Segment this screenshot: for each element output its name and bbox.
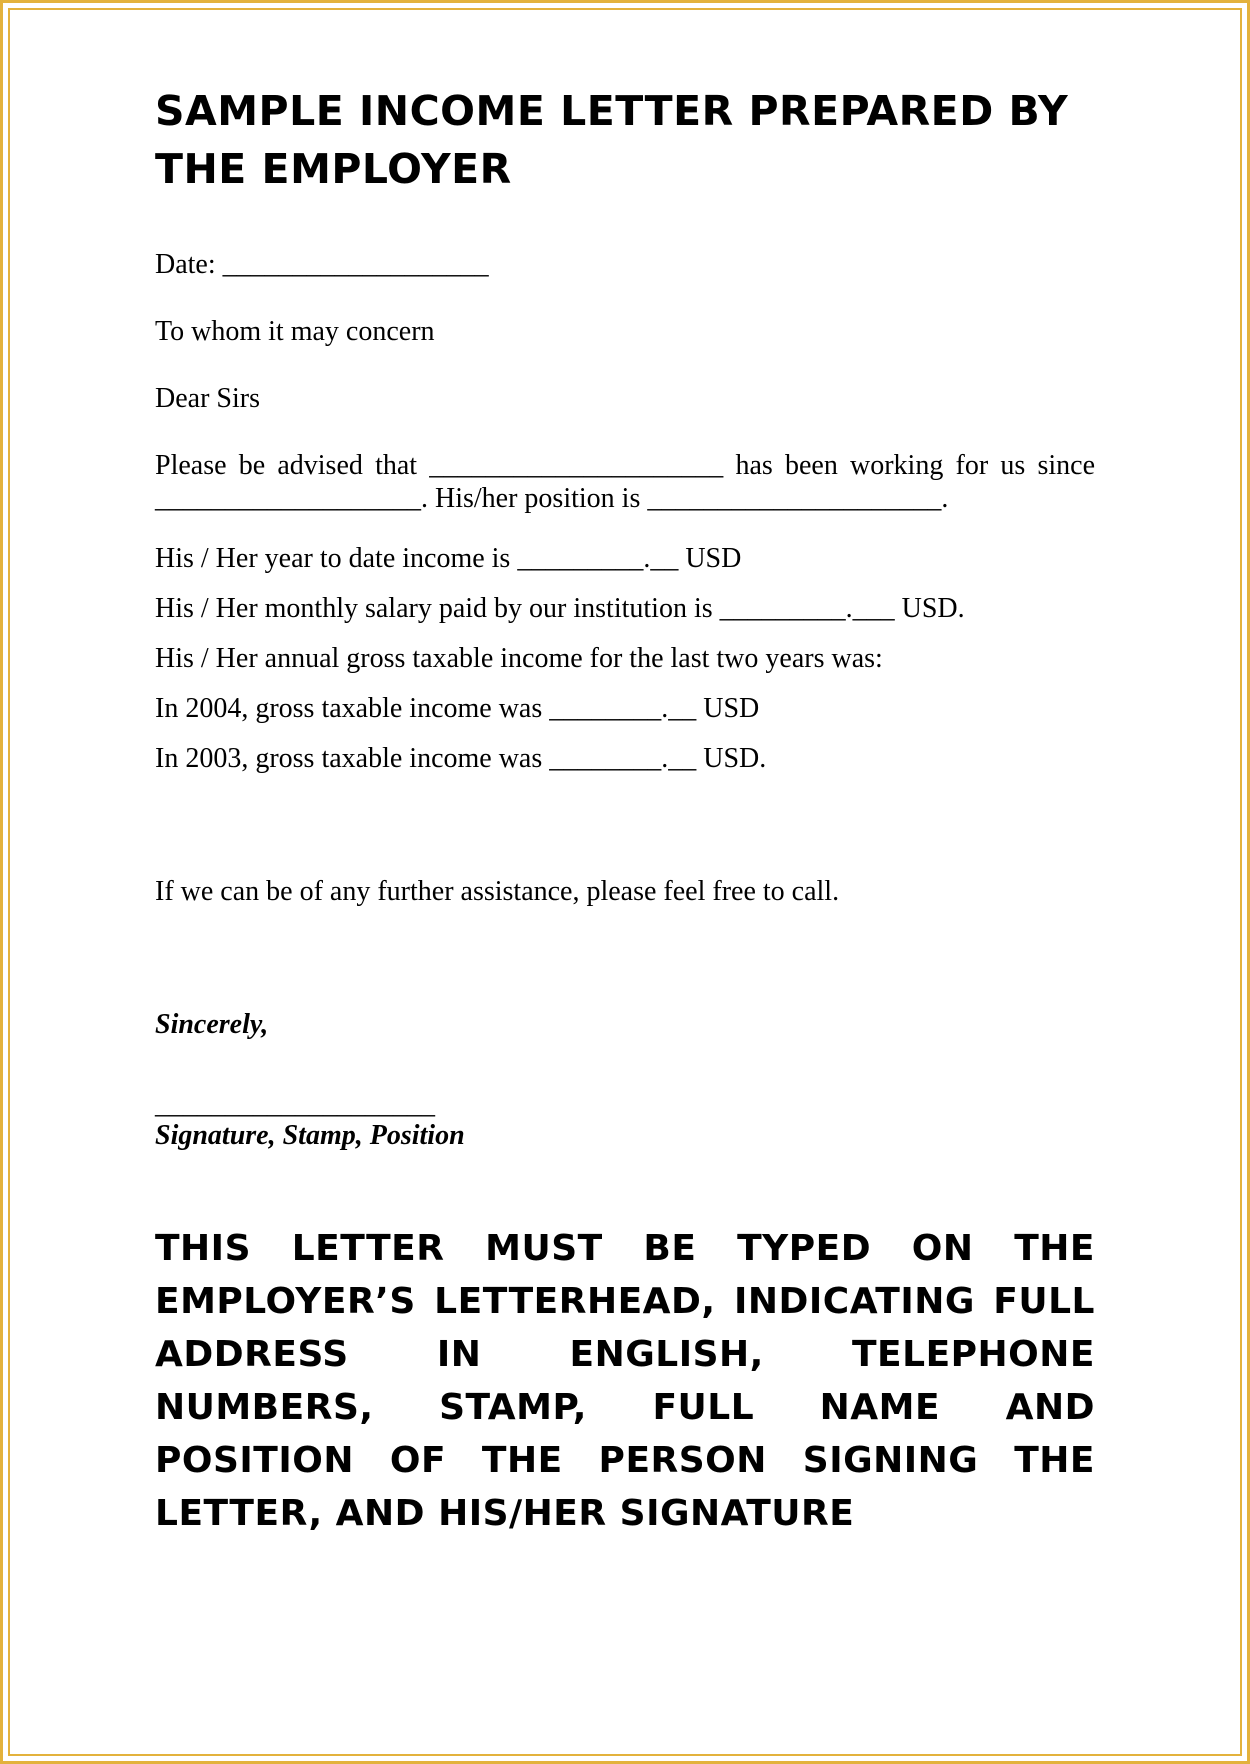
- document-title: SAMPLE INCOME LETTER PREPARED BY THE EMPLOYER: [155, 87, 1069, 193]
- income-line-monthly: His / Her monthly salary paid by our institution is _________.___ USD.: [155, 593, 965, 624]
- signature-line: ____________________: [155, 1089, 435, 1120]
- sincerely: Sincerely,: [155, 1009, 269, 1040]
- letterhead-notice: THIS LETTER MUST BE TYPED ON THE EMPLOYER’S LETTERHEAD, INDICATING FULL ADDRESS IN ENGLISH, TELEPHONE NUMBERS, STAMP, FULL NAME AND POSITION OF THE PERSON SIGNING THE LETTER, AND HIS/HER SIGNATURE: [155, 1228, 1095, 1534]
- salutation-to-whom: To whom it may concern: [155, 316, 435, 347]
- salutation-dear-sirs: Dear Sirs: [155, 383, 260, 414]
- closing-sentence: If we can be of any further assistance, please feel free to call.: [155, 876, 840, 907]
- letter-body: [155, 248, 1095, 1152]
- income-line-annual-heading: His / Her annual gross taxable income for the last two years was:: [155, 643, 883, 674]
- income-line-2004: In 2004, gross taxable income was ________.__ USD: [155, 693, 760, 724]
- income-line-ytd: His / Her year to date income is _________.__ USD: [155, 543, 742, 574]
- letter-page: [155, 82, 1095, 1576]
- signature-caption: Signature, Stamp, Position: [155, 1120, 465, 1151]
- income-line-2003: In 2003, gross taxable income was ________.__ USD.: [155, 743, 767, 774]
- date-line: Date: ___________________: [155, 249, 489, 280]
- advised-paragraph: Please be advised that _____________________ has been working for us since ___________________. His/her position is _____________________.: [155, 450, 1095, 514]
